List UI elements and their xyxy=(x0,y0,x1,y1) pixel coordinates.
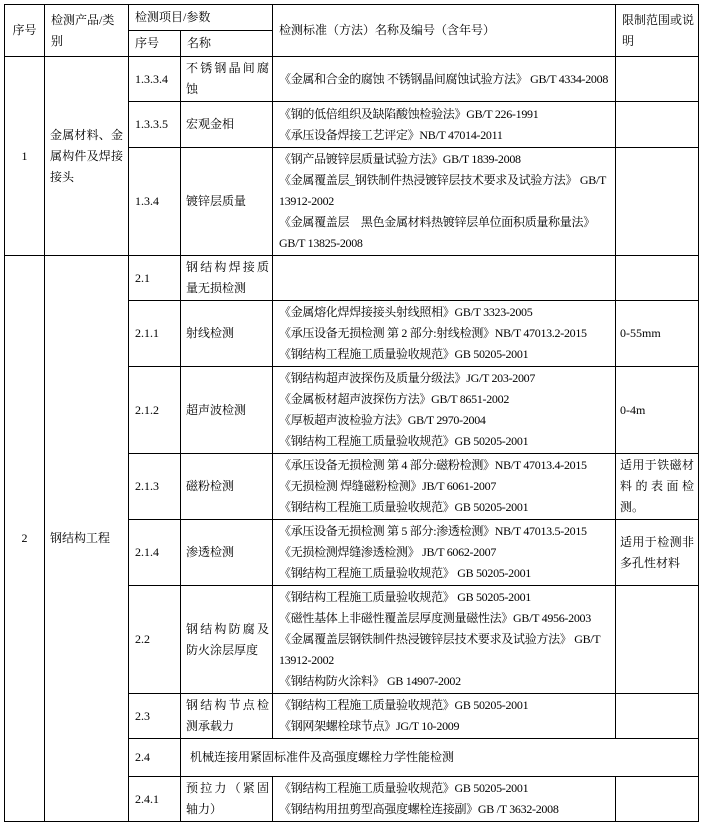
standard-line: 《承压设备无损检测 第 5 部分:渗透检测》NB/T 47013.5-2015 xyxy=(279,524,587,538)
limit-cell: 适用于检测非多孔性材料 xyxy=(616,520,699,586)
header-category: 检测产品/类别 xyxy=(45,5,129,57)
standard-line: 《金属板材超声波探伤方法》GB/T 8651-2002 xyxy=(279,392,510,406)
section-serial: 2 xyxy=(5,256,45,822)
item-serial-cell: 2.1.3 xyxy=(129,454,181,520)
section-serial: 1 xyxy=(5,57,45,256)
standard-line: 《金属覆盖层_钢铁制件热浸镀锌层技术要求及试验方法》 GB/T 13912-2002 xyxy=(279,173,606,208)
limit-cell: 0-55mm xyxy=(616,301,699,367)
standards-cell xyxy=(273,694,616,739)
limit-cell xyxy=(616,586,699,694)
standard-line: 《金属覆盖层 黑色金属材料热镀锌层单位面积质量称量法》 GB/T 13825-2008 xyxy=(279,215,595,250)
standards-cell xyxy=(273,454,616,520)
section-category: 金属材料、金属构件及焊接接头 xyxy=(45,57,129,256)
item-name-cell: 预拉力（紧固轴力） xyxy=(181,777,273,822)
header-limit: 限制范围或说明 xyxy=(616,5,699,57)
standard-line: 《无损检测 焊缝磁粉检测》JB/T 6061-2007 xyxy=(279,479,497,493)
limit-cell xyxy=(616,102,699,148)
standards-cell xyxy=(273,777,616,822)
limit-cell xyxy=(616,694,699,739)
standard-line: 《钢结构工程施工质量验收规范》 GB 50205-2001 xyxy=(279,566,531,580)
item-name-cell: 超声波检测 xyxy=(181,367,273,454)
standard-line: 《钢结构用扭剪型高强度螺栓连接副》GB /T 3632-2008 xyxy=(279,802,559,816)
limit-cell xyxy=(616,777,699,822)
standard-line: 《钢网架螺栓球节点》JG/T 10-2009 xyxy=(279,719,460,733)
limit-cell: 0-4m xyxy=(616,367,699,454)
standards-cell xyxy=(273,301,616,367)
standard-line: 《钢结构超声波探伤及质量分级法》JG/T 203-2007 xyxy=(279,371,536,385)
standards-cell xyxy=(273,586,616,694)
item-serial-cell: 2.1.2 xyxy=(129,367,181,454)
item-serial-cell: 2.1.1 xyxy=(129,301,181,367)
standards-cell xyxy=(273,367,616,454)
standard-line: 《金属和合金的腐蚀 不锈钢晶间腐蚀试验方法》 GB/T 4334-2008 xyxy=(279,71,609,86)
item-name-cell: 渗透检测 xyxy=(181,520,273,586)
item-name-cell: 镀锌层质量 xyxy=(181,148,273,256)
standard-line: 《钢结构工程施工质量验收规范》GB 50205-2001 xyxy=(279,781,529,795)
item-name-cell: 钢结构焊接质量无损检测 xyxy=(181,256,273,301)
standard-line: 《钢的低倍组织及缺陷酸蚀检验法》GB/T 226-1991 xyxy=(279,106,539,121)
standard-line: 《金属覆盖层钢铁制件热浸镀锌层技术要求及试验方法》 GB/T 13912-2002 xyxy=(279,632,601,667)
standard-line: 《钢结构工程施工质量验收规范》GB 50205-2001 xyxy=(279,434,529,448)
header-item-name: 名称 xyxy=(181,31,273,57)
limit-cell xyxy=(616,148,699,256)
header-standard: 检测标准（方法）名称及编号（含年号） xyxy=(273,5,616,57)
item-serial-cell: 2.4.1 xyxy=(129,777,181,822)
item-serial-cell: 2.1 xyxy=(129,256,181,301)
section-category: 钢结构工程 xyxy=(45,256,129,822)
standard-line: 《金属熔化焊焊接接头射线照相》GB/T 3323-2005 xyxy=(279,305,533,319)
header-item-group: 检测项目/参数 xyxy=(129,5,273,31)
item-serial-cell: 2.1.4 xyxy=(129,520,181,586)
standards-cell xyxy=(273,256,616,301)
standards-cell xyxy=(273,57,616,102)
standard-line: 《钢结构工程施工质量验收规范》GB 50205-2001 xyxy=(279,698,529,712)
limit-cell xyxy=(616,57,699,102)
standards-cell xyxy=(273,148,616,256)
item-serial-cell: 2.4 xyxy=(129,739,181,777)
item-name-cell-merged: 机械连接用紧固标准件及高强度螺栓力学性能检测 xyxy=(181,739,699,777)
item-name-cell: 磁粉检测 xyxy=(181,454,273,520)
standard-line: 《钢结构工程施工质量验收规范》GB 50205-2001 xyxy=(279,500,529,514)
item-name-cell: 不锈钢晶间腐蚀 xyxy=(181,57,273,102)
item-name-cell: 宏观金相 xyxy=(181,102,273,148)
limit-cell xyxy=(616,256,699,301)
header-item-serial: 序号 xyxy=(129,31,181,57)
item-name-cell: 射线检测 xyxy=(181,301,273,367)
table-row xyxy=(5,57,699,102)
standards-cell xyxy=(273,102,616,148)
inspection-standards-table xyxy=(4,4,699,822)
standard-line: 《钢结构防火涂料》 GB 14907-2002 xyxy=(279,674,461,688)
header-serial: 序号 xyxy=(5,5,45,57)
standard-line: 《厚板超声波检验方法》GB/T 2970-2004 xyxy=(279,413,486,427)
item-serial-cell: 2.2 xyxy=(129,586,181,694)
standard-line: 《承压设备无损检测 第 2 部分:射线检测》NB/T 47013.2-2015 xyxy=(279,326,587,340)
item-name-cell: 钢结构节点检测承载力 xyxy=(181,694,273,739)
standard-line: 《磁性基体上非磁性覆盖层厚度测量磁性法》GB/T 4956-2003 xyxy=(279,611,591,625)
item-serial-cell: 2.3 xyxy=(129,694,181,739)
item-serial-cell: 1.3.3.4 xyxy=(129,57,181,102)
standard-line: 《钢产品镀锌层质量试验方法》GB/T 1839-2008 xyxy=(279,152,521,166)
standard-line: 《无损检测焊缝渗透检测》 JB/T 6062-2007 xyxy=(279,545,497,559)
standard-line: 《承压设备焊接工艺评定》NB/T 47014-2011 xyxy=(279,127,503,142)
limit-cell: 适用于铁磁材料的表面检测。 xyxy=(616,454,699,520)
standard-line: 《钢结构工程施工质量验收规范》 GB 50205-2001 xyxy=(279,590,531,604)
standards-cell xyxy=(273,520,616,586)
standard-line: 《承压设备无损检测 第 4 部分:磁粉检测》NB/T 47013.4-2015 xyxy=(279,458,587,472)
item-name-cell: 钢结构防腐及防火涂层厚度 xyxy=(181,586,273,694)
standard-line: 《钢结构工程施工质量验收规范》GB 50205-2001 xyxy=(279,347,529,361)
item-serial-cell: 1.3.4 xyxy=(129,148,181,256)
table-row xyxy=(5,256,699,301)
item-serial-cell: 1.3.3.5 xyxy=(129,102,181,148)
